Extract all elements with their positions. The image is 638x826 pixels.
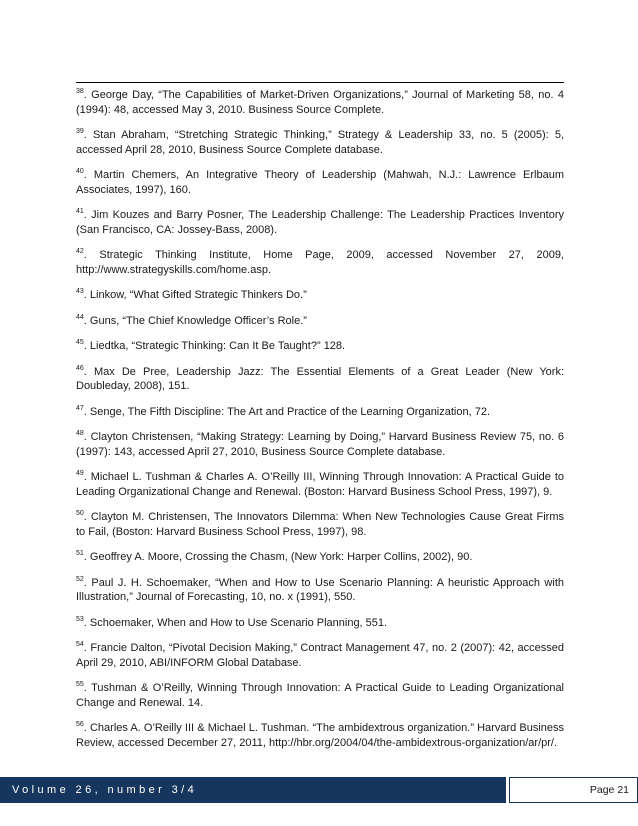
footnote-number: 55 bbox=[76, 681, 84, 688]
footnote-number: 50 bbox=[76, 510, 84, 517]
footnote-text: . Schoemaker, When and How to Use Scenario Planning, 551. bbox=[83, 616, 388, 629]
footnote-number: 43 bbox=[76, 288, 84, 295]
page-number: Page 21 bbox=[589, 784, 629, 796]
footnote-49 bbox=[76, 470, 564, 499]
footnote-separator bbox=[76, 82, 564, 83]
footnote-text: . Max De Pree, Leadership Jazz: The Essential Elements of a Great Leader (New York: Doubleday, 2008), 151. bbox=[76, 365, 564, 392]
footnote-text: . Geoffrey A. Moore, Crossing the Chasm, (New York: Harper Collins, 2002), 90. bbox=[83, 551, 473, 563]
footnote-41 bbox=[76, 208, 564, 237]
footnote-number: 51 bbox=[76, 550, 84, 557]
footnote-48 bbox=[76, 430, 564, 459]
footnote-54 bbox=[76, 641, 564, 670]
footnote-39 bbox=[76, 128, 564, 157]
footnote-55 bbox=[76, 681, 564, 710]
footnote-52 bbox=[76, 576, 564, 605]
footnote-text: . Paul J. H. Schoemaker, “When and How to Use Scenario Planning: A heuristic Approach with Illustration,” Journal of Forecasting, 10, no. x (1991), 550. bbox=[76, 576, 564, 603]
footnote-50 bbox=[76, 510, 564, 539]
footnote-46 bbox=[76, 365, 564, 394]
footnote-number: 52 bbox=[76, 575, 84, 583]
footnote-number: 44 bbox=[76, 313, 84, 321]
footnote-45 bbox=[76, 339, 564, 354]
footer-page-box bbox=[509, 777, 638, 803]
footnote-56 bbox=[76, 721, 564, 750]
footnote-text: . Guns, “The Chief Knowledge Officer’s Role.” bbox=[83, 314, 307, 327]
footnote-47 bbox=[76, 405, 564, 420]
footnote-text: . Senge, The Fifth Discipline: The Art and Practice of the Learning Organization, 72. bbox=[83, 405, 491, 418]
footnote-number: 56 bbox=[76, 721, 84, 728]
footnote-text: . Martin Chemers, An Integrative Theory of Leadership (Mahwah, N.J.: Lawrence Erlbaum Associates, 1997), 160. bbox=[76, 169, 564, 196]
footnote-number: 39 bbox=[76, 128, 84, 135]
footnote-text: . Michael L. Tushman & Charles A. O’Reilly III, Winning Through Innovation: A Practical Guide to Leading Organizational Change and Renewal. (Boston: Harvard Business School Press, 1997), 9. bbox=[76, 471, 564, 498]
footnote-40 bbox=[76, 168, 564, 197]
footnote-38 bbox=[76, 88, 564, 117]
footnote-text: . Francie Dalton, “Pivotal Decision Making,” Contract Management 47, no. 2 (2007): 42, accessed April 29, 2010, ABI/INFORM Global Database. bbox=[76, 642, 564, 669]
footnote-number: 47 bbox=[76, 404, 84, 412]
footnote-number: 38 bbox=[76, 88, 84, 95]
footer-volume-band bbox=[0, 777, 506, 803]
volume-label: Volume 26, number 3/4 bbox=[12, 784, 198, 796]
footnote-text: . Stan Abraham, “Stretching Strategic Thinking,” Strategy & Leadership 33, no. 5 (2005): 5, accessed April 28, 2010, Business Source Complete database. bbox=[76, 129, 564, 156]
footnote-number: 46 bbox=[76, 364, 84, 372]
footnote-text: . Clayton M. Christensen, The Innovators Dilemma: When New Technologies Cause Great Firms to Fail, (Boston: Harvard Business School Press, 1997), 98. bbox=[76, 511, 564, 538]
footnote-number: 49 bbox=[76, 470, 84, 477]
footnote-text: . Liedtka, “Strategic Thinking: Can It Be Taught?” 128. bbox=[83, 340, 346, 352]
footnotes-list bbox=[76, 88, 564, 761]
footnote-51 bbox=[76, 550, 564, 565]
footnote-44 bbox=[76, 314, 564, 329]
footnote-42 bbox=[76, 248, 564, 277]
footnote-text: . Linkow, “What Gifted Strategic Thinkers Do.” bbox=[83, 289, 307, 301]
footnote-number: 42 bbox=[76, 248, 84, 255]
footnote-number: 40 bbox=[76, 168, 84, 175]
footnote-number: 45 bbox=[76, 339, 84, 346]
footnote-number: 53 bbox=[76, 615, 84, 623]
footnote-number: 48 bbox=[76, 430, 84, 437]
footnote-text: . George Day, “The Capabilities of Market-Driven Organizations,” Journal of Marketing 58, no. 4 (1994): 48, accessed May 3, 2010. Business Source Complete. bbox=[76, 89, 564, 116]
footnote-text: . Clayton Christensen, “Making Strategy: Learning by Doing,” Harvard Business Review 75, no. 6 (1997): 143, accessed April 27, 2010, Business Source Complete database. bbox=[76, 431, 564, 458]
footnote-text: . Strategic Thinking Institute, Home Page, 2009, accessed November 27, 2009, http://www.strategyskills.com/home.asp. bbox=[76, 249, 564, 276]
footnote-text: . Charles A. O’Reilly III & Michael L. Tushman. “The ambidextrous organization.” Harvard Business Review, accessed December 27, 2011, http://hbr.org/2004/04/the-ambidextrous-organization/ar/pr/. bbox=[76, 722, 564, 749]
footnote-number: 54 bbox=[76, 641, 84, 648]
page-footer bbox=[0, 777, 638, 803]
footnote-53 bbox=[76, 616, 564, 631]
footnote-43 bbox=[76, 288, 564, 303]
footnote-number: 41 bbox=[76, 208, 84, 215]
footnote-text: . Jim Kouzes and Barry Posner, The Leadership Challenge: The Leadership Practices Inventory (San Francisco, CA: Jossey-Bass, 2008). bbox=[76, 209, 564, 236]
footnote-text: . Tushman & O’Reilly, Winning Through Innovation: A Practical Guide to Leading Organizational Change and Renewal. 14. bbox=[76, 682, 564, 709]
